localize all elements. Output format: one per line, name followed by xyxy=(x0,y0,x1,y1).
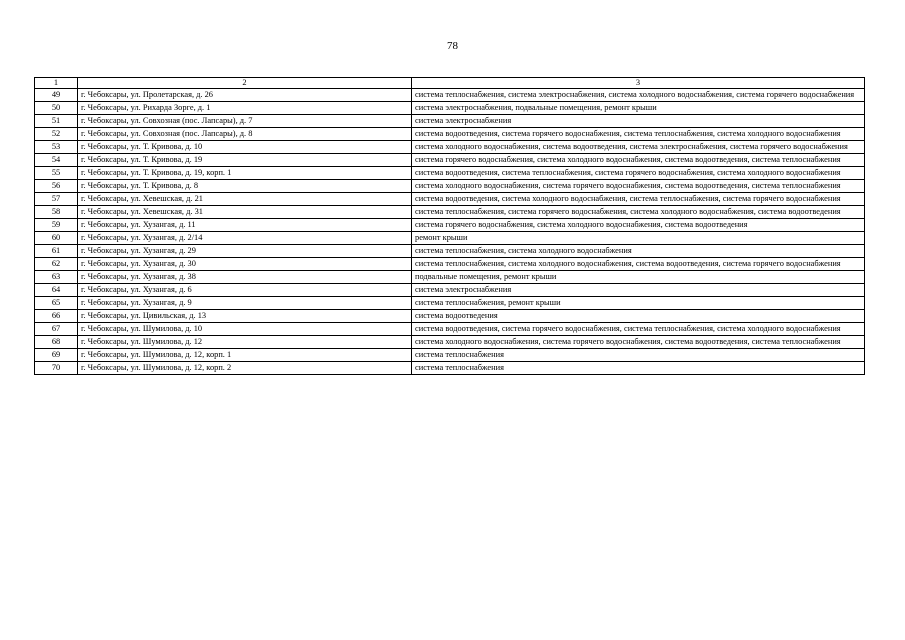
address-cell: г. Чебоксары, ул. Совхозная (пос. Лапсары), д. 8 xyxy=(78,128,412,141)
table-row xyxy=(35,284,865,297)
row-number-cell: 60 xyxy=(35,232,78,245)
address-cell: г. Чебоксары, ул. Хузангая, д. 6 xyxy=(78,284,412,297)
works-cell: система водоотведения, система горячего водоснабжения, система теплоснабжения, система холодного водоснабжения xyxy=(412,128,865,141)
works-cell: система горячего водоснабжения, система холодного водоснабжения, система водоотведения xyxy=(412,219,865,232)
table-row xyxy=(35,219,865,232)
column-header-works: 3 xyxy=(412,78,865,89)
works-cell: система водоотведения, система теплоснабжения, система горячего водоснабжения, система холодного водоснабжения xyxy=(412,167,865,180)
row-number-cell: 63 xyxy=(35,271,78,284)
row-number-cell: 56 xyxy=(35,180,78,193)
address-cell: г. Чебоксары, ул. Хузангая, д. 2/14 xyxy=(78,232,412,245)
address-cell: г. Чебоксары, ул. Т. Кривова, д. 8 xyxy=(78,180,412,193)
address-cell: г. Чебоксары, ул. Цивильская, д. 13 xyxy=(78,310,412,323)
row-number-cell: 67 xyxy=(35,323,78,336)
page-number: 78 xyxy=(447,40,458,52)
row-number-cell: 65 xyxy=(35,297,78,310)
address-cell: г. Чебоксары, ул. Хевешская, д. 31 xyxy=(78,206,412,219)
address-cell: г. Чебоксары, ул. Хузангая, д. 38 xyxy=(78,271,412,284)
table-row xyxy=(35,362,865,375)
address-cell: г. Чебоксары, ул. Рихарда Зорге, д. 1 xyxy=(78,102,412,115)
table-row xyxy=(35,232,865,245)
row-number-cell: 49 xyxy=(35,89,78,102)
table-row xyxy=(35,258,865,271)
table-row xyxy=(35,154,865,167)
table-row xyxy=(35,167,865,180)
row-number-cell: 57 xyxy=(35,193,78,206)
works-cell: система холодного водоснабжения, система горячего водоснабжения, система водоотведения, система теплоснабжения xyxy=(412,336,865,349)
row-number-cell: 54 xyxy=(35,154,78,167)
row-number-cell: 59 xyxy=(35,219,78,232)
table-row xyxy=(35,141,865,154)
table-row xyxy=(35,128,865,141)
table-row xyxy=(35,310,865,323)
row-number-cell: 51 xyxy=(35,115,78,128)
works-cell: система теплоснабжения, система холодного водоснабжения, система водоотведения, система горячего водоснабжения xyxy=(412,258,865,271)
works-cell: система холодного водоснабжения, система горячего водоснабжения, система водоотведения, система теплоснабжения xyxy=(412,180,865,193)
registry-table xyxy=(34,77,865,375)
table-row xyxy=(35,89,865,102)
address-cell: г. Чебоксары, ул. Шумилова, д. 12 xyxy=(78,336,412,349)
works-cell: система электроснабжения xyxy=(412,284,865,297)
table-row xyxy=(35,115,865,128)
row-number-cell: 61 xyxy=(35,245,78,258)
table-row xyxy=(35,323,865,336)
address-cell: г. Чебоксары, ул. Хевешская, д. 21 xyxy=(78,193,412,206)
row-number-cell: 68 xyxy=(35,336,78,349)
works-cell: система теплоснабжения xyxy=(412,349,865,362)
address-cell: г. Чебоксары, ул. Шумилова, д. 12, корп. 2 xyxy=(78,362,412,375)
table-row xyxy=(35,193,865,206)
row-number-cell: 52 xyxy=(35,128,78,141)
row-number-cell: 58 xyxy=(35,206,78,219)
table-row xyxy=(35,349,865,362)
works-cell: система теплоснабжения, система электроснабжения, система холодного водоснабжения, система горячего водоснабжения xyxy=(412,89,865,102)
works-cell: система электроснабжения, подвальные помещения, ремонт крыши xyxy=(412,102,865,115)
row-number-cell: 50 xyxy=(35,102,78,115)
row-number-cell: 64 xyxy=(35,284,78,297)
works-cell: система теплоснабжения xyxy=(412,362,865,375)
table-row xyxy=(35,180,865,193)
address-cell: г. Чебоксары, ул. Совхозная (пос. Лапсары), д. 7 xyxy=(78,115,412,128)
column-header-number: 1 xyxy=(35,78,78,89)
column-header-address: 2 xyxy=(78,78,412,89)
works-cell: система водоотведения, система горячего водоснабжения, система теплоснабжения, система холодного водоснабжения xyxy=(412,323,865,336)
row-number-cell: 69 xyxy=(35,349,78,362)
works-cell: система электроснабжения xyxy=(412,115,865,128)
works-cell: система горячего водоснабжения, система холодного водоснабжения, система водоотведения, система теплоснабжения xyxy=(412,154,865,167)
works-cell: система водоотведения, система холодного водоснабжения, система теплоснабжения, система горячего водоснабжения xyxy=(412,193,865,206)
table-row xyxy=(35,336,865,349)
row-number-cell: 70 xyxy=(35,362,78,375)
address-cell: г. Чебоксары, ул. Хузангая, д. 29 xyxy=(78,245,412,258)
works-cell: система водоотведения xyxy=(412,310,865,323)
table-row xyxy=(35,271,865,284)
works-cell: система холодного водоснабжения, система водоотведения, система электроснабжения, система горячего водоснабжения xyxy=(412,141,865,154)
row-number-cell: 66 xyxy=(35,310,78,323)
address-cell: г. Чебоксары, ул. Шумилова, д. 12, корп. 1 xyxy=(78,349,412,362)
table-row xyxy=(35,245,865,258)
address-cell: г. Чебоксары, ул. Шумилова, д. 10 xyxy=(78,323,412,336)
address-cell: г. Чебоксары, ул. Хузангая, д. 11 xyxy=(78,219,412,232)
header-row xyxy=(35,78,865,89)
address-cell: г. Чебоксары, ул. Т. Кривова, д. 19, корп. 1 xyxy=(78,167,412,180)
address-cell: г. Чебоксары, ул. Пролетарская, д. 26 xyxy=(78,89,412,102)
row-number-cell: 62 xyxy=(35,258,78,271)
table-body xyxy=(35,89,865,375)
works-cell: ремонт крыши xyxy=(412,232,865,245)
table-row xyxy=(35,102,865,115)
works-cell: система теплоснабжения, ремонт крыши xyxy=(412,297,865,310)
works-cell: подвальные помещения, ремонт крыши xyxy=(412,271,865,284)
address-cell: г. Чебоксары, ул. Хузангая, д. 30 xyxy=(78,258,412,271)
works-cell: система теплоснабжения, система холодного водоснабжения xyxy=(412,245,865,258)
address-cell: г. Чебоксары, ул. Т. Кривова, д. 19 xyxy=(78,154,412,167)
address-cell: г. Чебоксары, ул. Хузангая, д. 9 xyxy=(78,297,412,310)
row-number-cell: 55 xyxy=(35,167,78,180)
row-number-cell: 53 xyxy=(35,141,78,154)
table-row xyxy=(35,206,865,219)
address-cell: г. Чебоксары, ул. Т. Кривова, д. 10 xyxy=(78,141,412,154)
works-cell: система теплоснабжения, система горячего водоснабжения, система холодного водоснабжения, система водоотведения xyxy=(412,206,865,219)
table-row xyxy=(35,297,865,310)
